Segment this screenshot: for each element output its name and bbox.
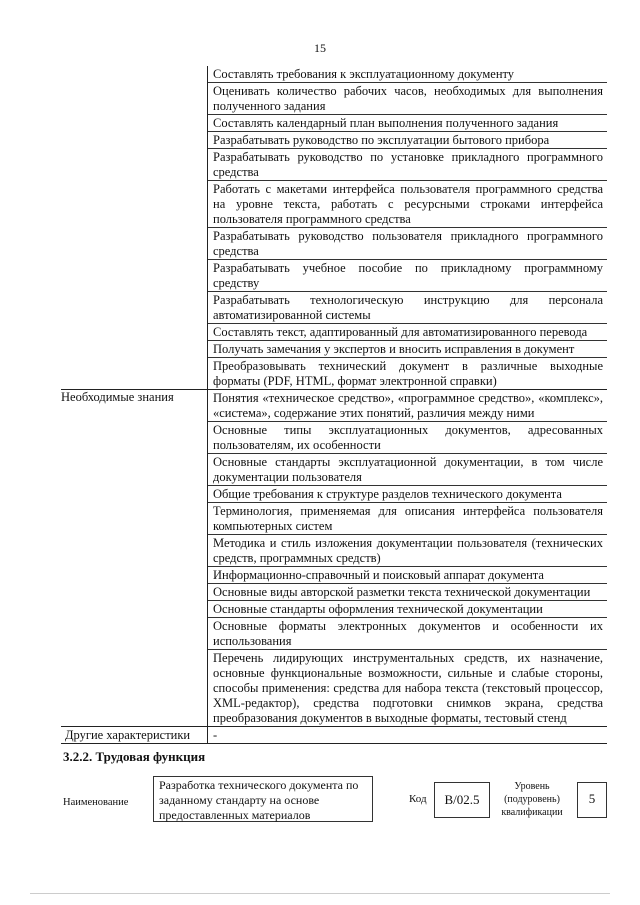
knowledge-items-cell [208,390,608,727]
level-label: Уровень (подуровень) квалификации [501,781,563,818]
labor-function-header [63,776,608,826]
knowledge-item: Основные виды авторской разметки текста технической документации [208,584,607,601]
knowledge-item: Терминология, применяемая для описания интерфейса пользователя компьютерных систем [208,503,607,535]
knowledge-item: Перечень лидирующих инструментальных средств, их назначение, основные функциональные возможности, сильные и слабые стороны, способы применения: средства для набора текста (текстовый процессор, XML-редактор), средства подготовки снимков экрана, средства преобразования документов в выходные форматы, тестовый стенд [213,651,603,725]
skill-item: Преобразовывать технический документ в различные выходные форматы (PDF, HTML, формат электронной справки) [213,359,603,388]
knowledge-item: Основные стандарты оформления технической документации [208,601,607,618]
knowledge-item: Общие требования к структуре разделов технического документа [208,486,607,503]
skills-items-cell [208,66,608,390]
knowledge-row [61,390,607,727]
skill-item: Составлять требования к эксплуатационному документу [208,66,607,83]
knowledge-item: Основные форматы электронных документов и особенности их использования [208,618,607,650]
skill-item: Разрабатывать учебное пособие по прикладному программному средству [208,260,607,292]
skills-label-cell [61,66,208,390]
page-bottom-divider [30,893,610,894]
knowledge-item: Понятия «техническое средство», «программное средство», «комплекс», «система», содержание этих понятий, различия между ними [208,390,607,422]
skill-item: Работать с макетами интерфейса пользователя программного средства на уровне текста, работать с ресурсными строками интерфейса пользователя программного средства [208,181,607,228]
name-label: Наименование [63,797,129,808]
name-value: Разработка технического документа по заданному стандарту на основе предоставленных материалов [153,776,373,822]
skill-item: Составлять календарный план выполнения полученного задания [208,115,607,132]
other-row [61,727,607,744]
other-value: - [208,727,608,744]
code-value: B/02.5 [434,782,490,818]
section-heading: 3.2.2. Трудовая функция [63,749,206,764]
skill-item: Разрабатывать руководство по эксплуатации бытового прибора [208,132,607,149]
knowledge-item: Основные стандарты эксплуатационной документации, в том числе документации пользователя [208,454,607,486]
skill-item: Разрабатывать руководство по установке прикладного программного средства [208,149,607,181]
knowledge-item: Информационно-справочный и поисковый аппарат документа [208,567,607,584]
skill-item: Получать замечания у экспертов и вносить исправления в документ [208,341,607,358]
knowledge-label: Необходимые знания [61,390,208,727]
competency-table [61,66,607,744]
skill-item: Оценивать количество рабочих часов, необходимых для выполнения полученного задания [208,83,607,115]
page-number: 15 [314,41,326,55]
skills-row [61,66,607,390]
knowledge-item: Основные типы эксплуатационных документов, адресованных пользователям, их особенности [208,422,607,454]
level-value: 5 [577,782,607,818]
skill-item: Разрабатывать технологическую инструкцию для персонала автоматизированной системы [208,292,607,324]
skill-item: Составлять текст, адаптированный для автоматизированного перевода [208,324,607,341]
skill-item: Разрабатывать руководство пользователя прикладного программного средства [208,228,607,260]
knowledge-item: Методика и стиль изложения документации пользователя (технических средств, программных средств) [208,535,607,567]
code-label: Код [409,793,427,805]
other-label: Другие характеристики [61,727,208,744]
